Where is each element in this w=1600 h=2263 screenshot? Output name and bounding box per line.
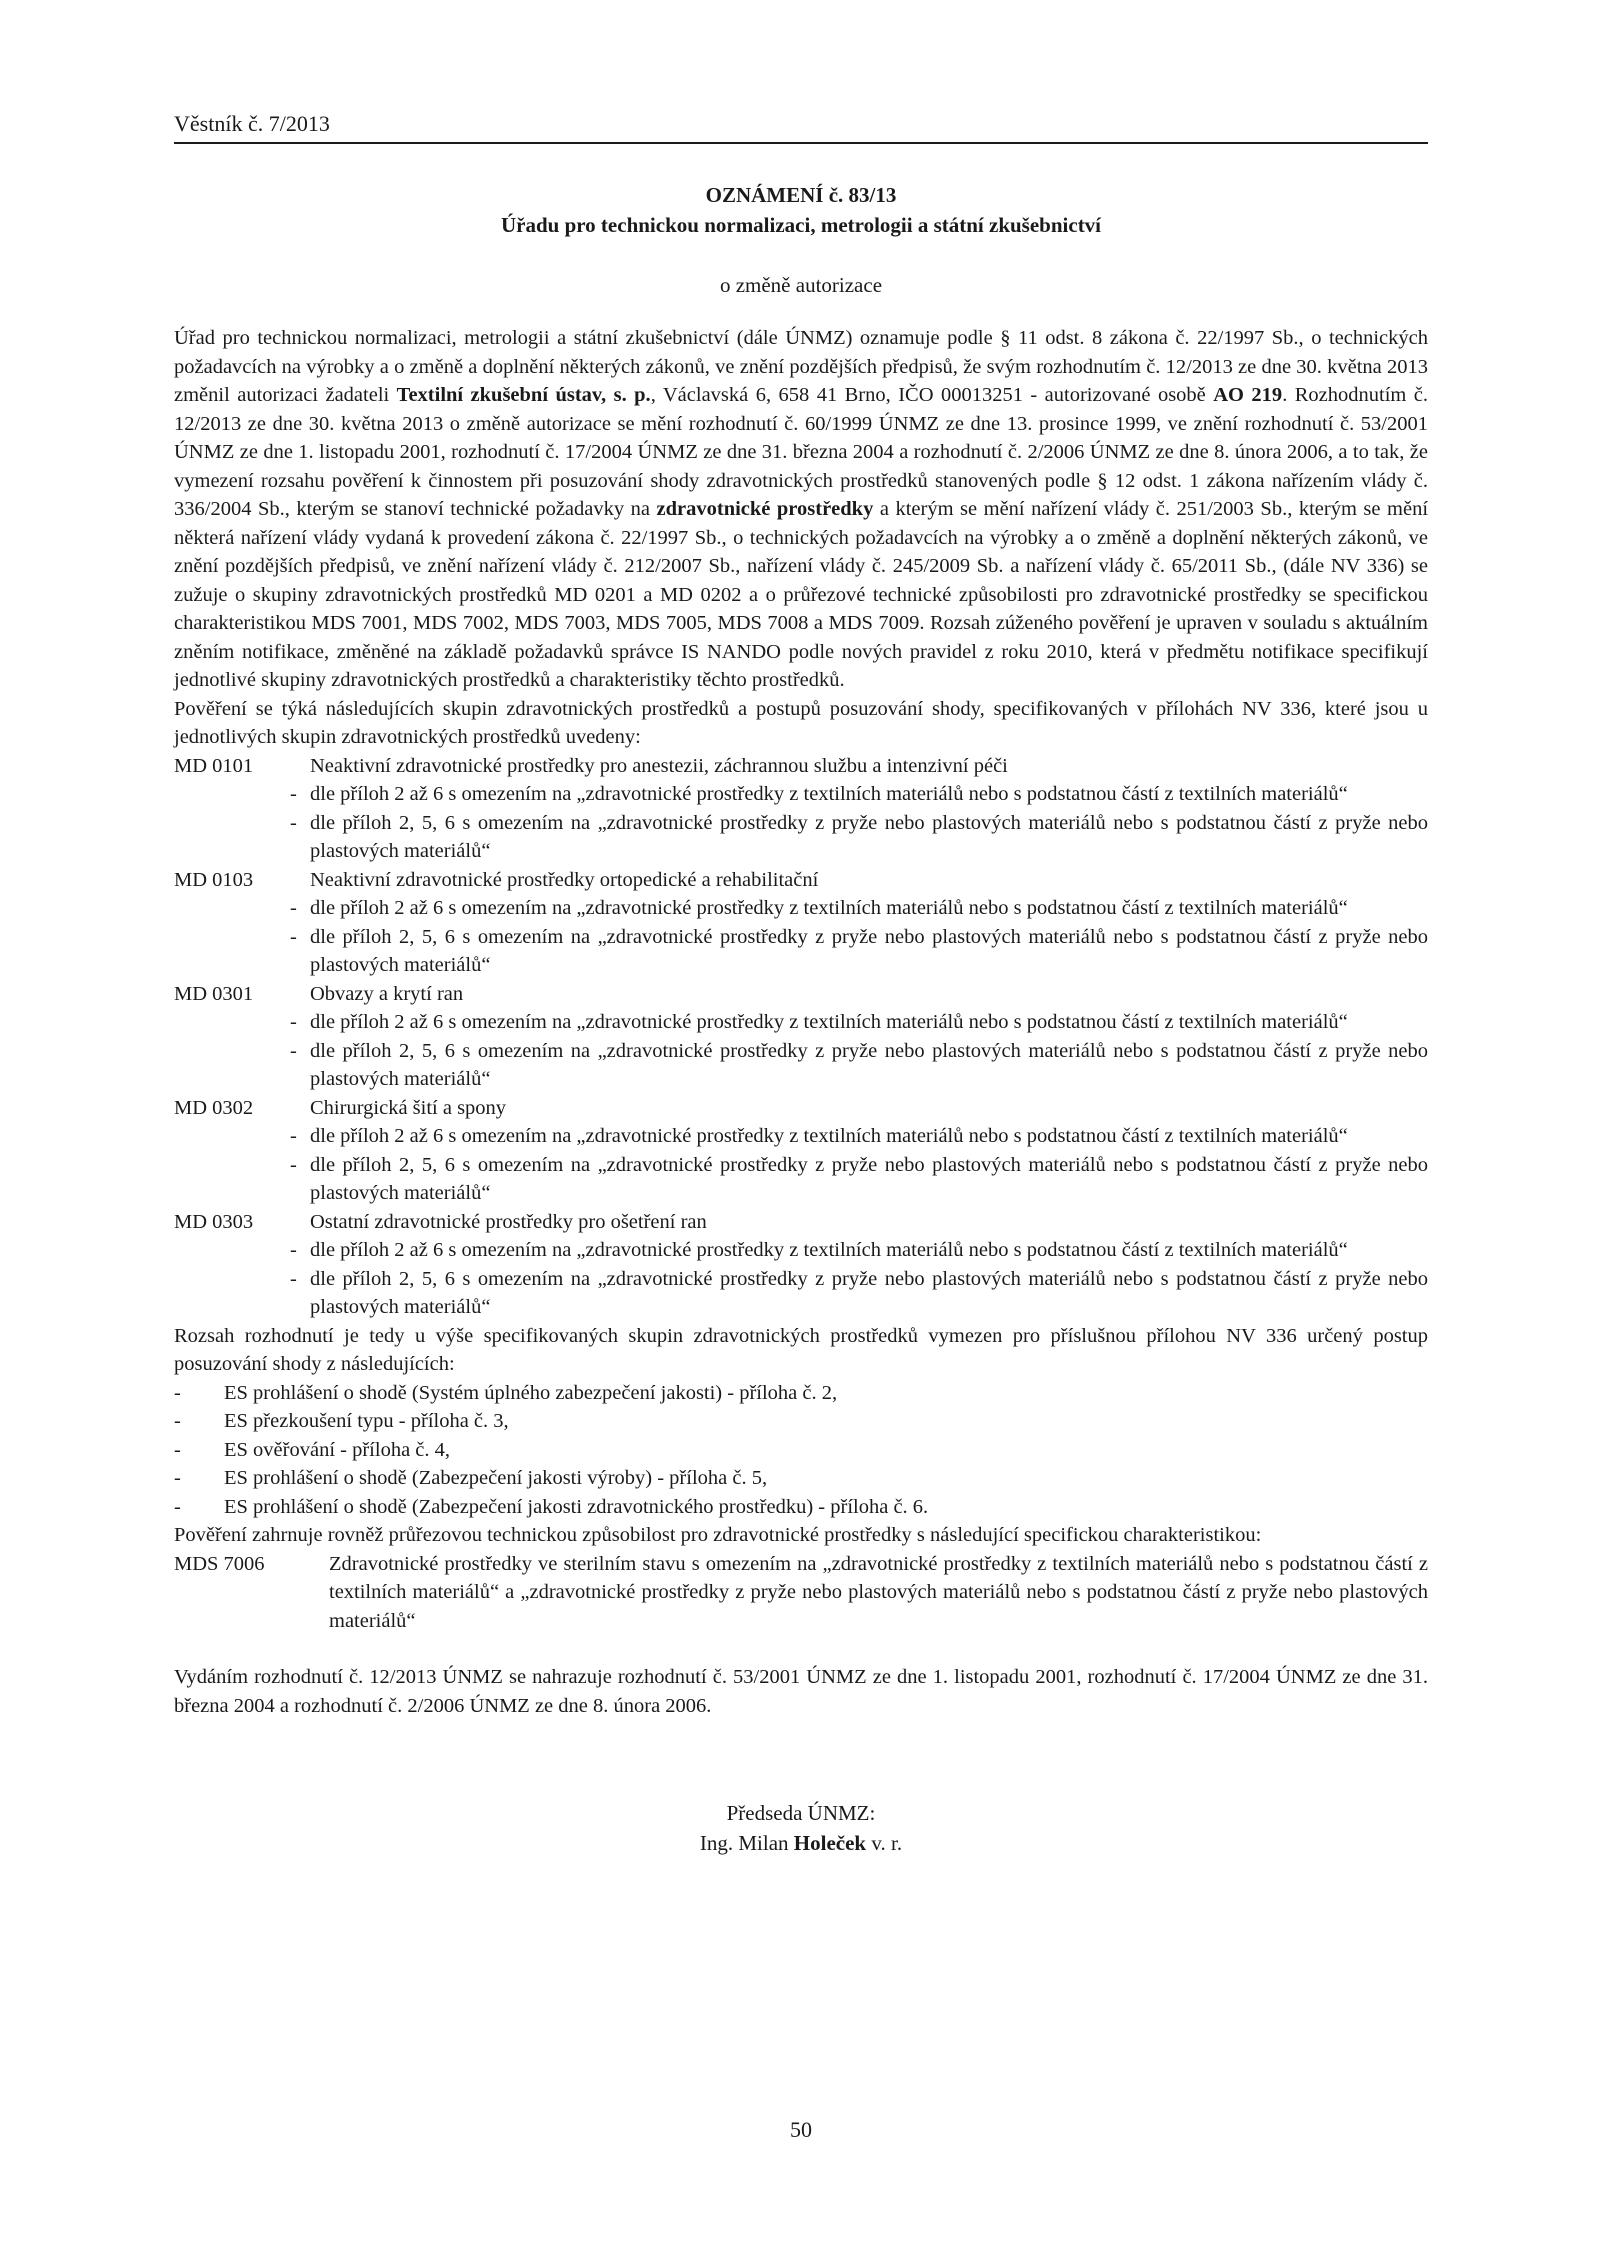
device-group-heading [174,866,1428,895]
bullet-dash: - [290,897,297,919]
group-bullet [174,1037,1428,1094]
group-code: MD 0303 [174,1210,254,1233]
group-name: Neaktivní zdravotnické prostředky pro anestezii, záchrannou službu a intenzivní péči [310,754,1008,777]
signature-name-post: v. r. [866,1831,903,1855]
procedure-dash: - [174,1381,181,1404]
bullet-text: dle příloh 2, 5, 6 s omezením na „zdravotnické prostředky z pryže nebo plastových materiálů nebo s podstatnou částí z pryže nebo plastových materiálů“ [310,1153,1428,1204]
bullet-text: dle příloh 2, 5, 6 s omezením na „zdravotnické prostředky z pryže nebo plastových materiálů nebo s podstatnou částí z pryže nebo plastových materiálů“ [310,1039,1428,1090]
group-code: MD 0101 [174,754,254,777]
procedure-text: ES ověřování - příloha č. 4, [224,1438,451,1461]
group-name: Neaktivní zdravotnické prostředky ortopedické a rehabilitační [310,868,819,891]
signature-block [174,1798,1428,1858]
signature-role: Předseda ÚNMZ: [726,1801,876,1825]
intro-text-4: a kterým se mění nařízení vlády č. 251/2003 Sb., kterým se mění některá nařízení vlády vydaná k provedení zákona č. 22/1997 Sb., o technických požadavcích na výrobky a o změně a doplnění některých zákonů, ve znění pozdějších předpisů, ve znění nařízení vlády č. 212/2007 Sb., nařízení vlády č. 245/2009 Sb. a nařízení vlády č. 65/2011 Sb., (dále NV 336) se zužuje o skupiny zdravotnických prostředků MD 0201 a MD 0202 a o průřezové technické způsobilosti pro zdravotnické prostředky se specifickou charakteristikou MDS 7001, MDS 7002, MDS 7003, MDS 7005, MDS 7008 a MDS 7009. Rozsah zúženého pověření je upraven v souladu s aktuálním zněním notifikace, změněné na základě požadavků správce IS NANDO podle nových pravidel z roku 2010, která v předmětu notifikace specifikují jednotlivé skupiny zdravotnických prostředků a charakteristiky těchto prostředků. [174,498,1429,691]
group-bullet [174,809,1428,866]
bullet-text: dle příloh 2, 5, 6 s omezením na „zdravotnické prostředky z pryže nebo plastových materiálů nebo s podstatnou částí z pryže nebo plastových materiálů“ [310,925,1428,976]
device-group-heading [174,980,1428,1009]
signature-surname: Holeček [793,1831,867,1855]
scope-intro: Pověření se týká následujících skupin zdravotnických prostředků a postupů posuzování shody, specifikovaných v přílohách NV 336, které jsou u jednotlivých skupin zdravotnických prostředků uvedeny: [174,697,1428,748]
bullet-text: dle příloh 2 až 6 s omezením na „zdravotnické prostředky z textilních materiálů nebo s podstatnou částí z textilních materiálů“ [310,1011,1348,1033]
authorized-body-code: AO 219 [1213,384,1283,406]
device-group-heading [174,1208,1428,1237]
procedure-dash: - [174,1495,181,1518]
mds-code: MDS 7006 [174,1552,265,1575]
procedure-item [174,1464,1428,1493]
group-bullet [174,894,1428,923]
mds-text: Zdravotnické prostředky ve sterilním stavu s omezením na „zdravotnické prostředky z textilních materiálů nebo s podstatnou částí z textilních materiálů“ a „zdravotnické prostředky z pryže nebo plastových materiálů nebo s podstatnou částí z pryže nebo plastových materiálů“ [329,1552,1428,1632]
bullet-text: dle příloh 2 až 6 s omezením na „zdravotnické prostředky z textilních materiálů nebo s podstatnou částí z textilních materiálů“ [310,1125,1348,1147]
page-number: 50 [790,2117,812,2142]
procedures-intro: Rozsah rozhodnutí je tedy u výše specifikovaných skupin zdravotnických prostředků vymezen pro příslušnou přílohou NV 336 určený postup posuzování shody z následujících: [174,1324,1428,1375]
intro-text-3: . Rozhodnutím č. 12/2013 ze dne 30. května 2013 o změně autorizace se mění rozhodnutí č. 60/1999 ÚNMZ ze dne 13. prosince 1999, ve znění rozhodnutí č. 53/2001 ÚNMZ ze dne 1. listopadu 2001, rozhodnutí č. 17/2004 ÚNMZ ze dne 31. března 2004 a rozhodnutí č. 2/2006 ÚNMZ ze dne 8. února 2006, a to tak, že vymezení rozsahu pověření k činnostem při posuzování shody zdravotnických prostředků stanovených podle § 12 odst. 1 zákona nařízením vlády č. 336/2004 Sb., kterým se stanoví technické požadavky na [174,384,1429,520]
procedure-text: ES prohlášení o shodě (Zabezpečení jakosti zdravotnického prostředku) - příloha č. 6. [224,1495,929,1518]
group-bullet [174,780,1428,809]
intro-text-2: , Václavská 6, 658 41 Brno, IČO 00013251 - autorizované osobě [650,384,1214,406]
bullet-dash: - [290,783,297,805]
procedure-item [174,1379,1428,1408]
procedure-dash: - [174,1438,181,1461]
mds-entry [174,1550,1428,1636]
bullet-text: dle příloh 2 až 6 s omezením na „zdravotnické prostředky z textilních materiálů nebo s podstatnou částí z textilních materiálů“ [310,783,1348,805]
running-header: Věstník č. 7/2013 [174,111,330,136]
bullet-text: dle příloh 2, 5, 6 s omezením na „zdravotnické prostředky z pryže nebo plastových materiálů nebo s podstatnou částí z pryže nebo plastových materiálů“ [310,1267,1428,1318]
bullet-text: dle příloh 2, 5, 6 s omezením na „zdravotnické prostředky z pryže nebo plastových materiálů nebo s podstatnou částí z pryže nebo plastových materiálů“ [310,811,1428,862]
group-bullet [174,1008,1428,1037]
bullet-dash: - [290,925,297,948]
bullet-dash: - [290,1267,297,1290]
notice-subject: o změně autorizace [719,273,883,297]
group-code: MD 0301 [174,982,254,1005]
device-group-heading [174,1094,1428,1123]
intro-paragraph [174,324,1428,695]
notice-issuer: Úřadu pro technickou normalizaci, metrologii a státní zkušebnictví [500,213,1102,237]
procedure-item [174,1436,1428,1465]
procedure-text: ES prohlášení o shodě (Systém úplného zabezpečení jakosti) - příloha č. 2, [224,1381,838,1404]
signature-name [174,1828,1428,1858]
cross-intro: Pověření zahrnuje rovněž průřezovou technickou způsobilost pro zdravotnické prostředky s následující specifickou charakteristikou: [174,1524,1262,1546]
bullet-dash: - [290,1239,297,1261]
device-group-heading [174,752,1428,781]
group-bullet [174,1265,1428,1322]
procedure-item [174,1407,1428,1436]
bullet-text: dle příloh 2 až 6 s omezením na „zdravotnické prostředky z textilních materiálů nebo s podstatnou částí z textilních materiálů“ [310,897,1348,919]
procedure-dash: - [174,1410,181,1432]
bullet-dash: - [290,1153,297,1176]
header-rule [174,142,1428,144]
applicant-name: Textilní zkušební ústav, s. p. [396,384,651,406]
group-bullet [174,923,1428,980]
device-groups [174,752,1428,1322]
notice-body [174,324,1428,1720]
procedure-item [174,1493,1428,1522]
group-code: MD 0103 [174,868,254,891]
bullet-dash: - [290,1125,297,1147]
group-name: Ostatní zdravotnické prostředky pro ošetření ran [310,1210,707,1233]
procedures-list [174,1379,1428,1522]
medical-devices-term: zdravotnické prostředky [656,498,874,520]
notice-title: OZNÁMENÍ č. 83/13 [705,183,897,207]
signature-name-pre: Ing. Milan [699,1831,794,1855]
procedure-text: ES přezkoušení typu - příloha č. 3, [224,1410,509,1432]
group-name: Chirurgická šití a spony [310,1096,507,1119]
procedure-text: ES prohlášení o shodě (Zabezpečení jakosti výroby) - příloha č. 5, [224,1467,768,1489]
group-name: Obvazy a krytí ran [310,982,464,1005]
group-bullet [174,1122,1428,1151]
group-bullet [174,1151,1428,1208]
group-bullet [174,1236,1428,1265]
bullet-dash: - [290,1011,297,1033]
bullet-dash: - [290,1039,297,1062]
bullet-text: dle příloh 2 až 6 s omezením na „zdravotnické prostředky z textilních materiálů nebo s podstatnou částí z textilních materiálů“ [310,1239,1348,1261]
bullet-dash: - [290,811,297,834]
group-code: MD 0302 [174,1096,254,1119]
document-page [174,110,1428,2250]
intro-text-1: Úřad pro technickou normalizaci, metrologii a státní zkušebnictví (dále ÚNMZ) oznamuje podle § 11 odst. 8 zákona č. 22/1997 Sb., o technických požadavcích na výrobky a o změně a doplnění některých zákonů, ve znění pozdějších předpisů, že svým rozhodnutím č. 12/2013 ze dne 30. května 2013 změnil autorizaci žadateli [174,327,1428,406]
final-paragraph: Vydáním rozhodnutí č. 12/2013 ÚNMZ se nahrazuje rozhodnutí č. 53/2001 ÚNMZ ze dne 1. listopadu 2001, rozhodnutí č. 17/2004 ÚNMZ ze dne 31. března 2004 a rozhodnutí č. 2/2006 ÚNMZ ze dne 8. února 2006. [174,1666,1428,1717]
procedure-dash: - [174,1467,181,1489]
